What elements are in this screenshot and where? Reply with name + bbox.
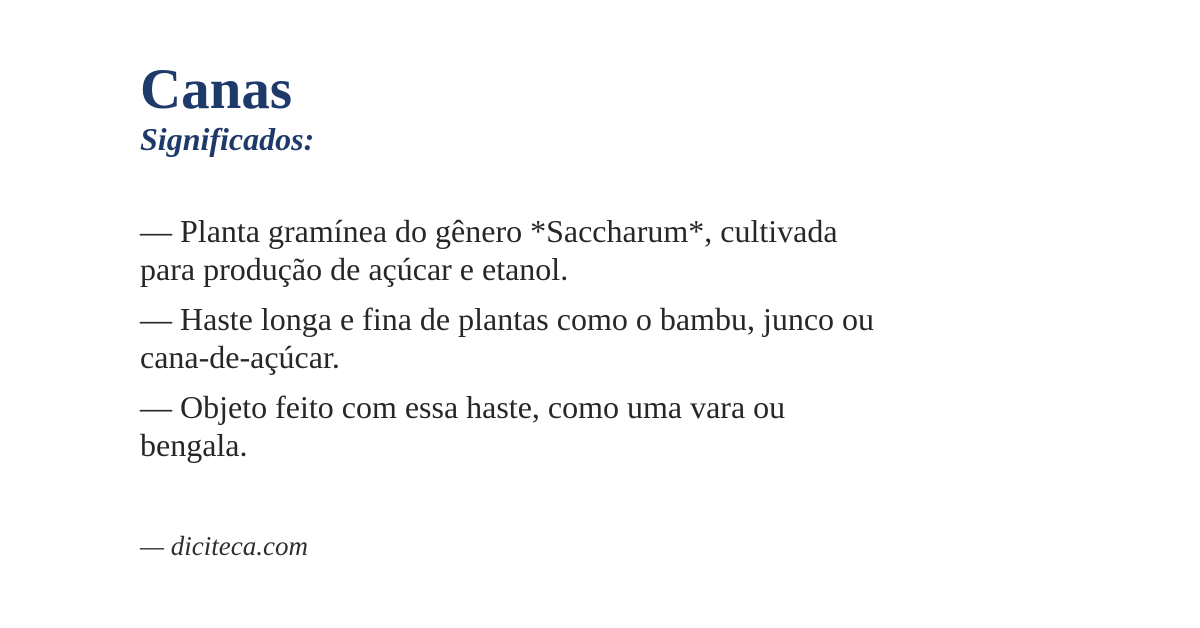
footer-attribution: — diciteca.com (140, 531, 308, 561)
section-label-significados: Significados: (140, 121, 315, 157)
definitions-list (140, 212, 882, 464)
definition-item-3: — Objeto feito com essa haste, como uma vara ou bengala. (140, 389, 786, 463)
definition-item-1: — Planta gramínea do gênero *Saccharum*, cultivada para produção de açúcar e etanol. (140, 213, 838, 287)
definition-item-2: — Haste longa e fina de plantas como o bambu, junco ou cana-de-açúcar. (140, 301, 875, 375)
page-title: Canas (140, 58, 293, 121)
